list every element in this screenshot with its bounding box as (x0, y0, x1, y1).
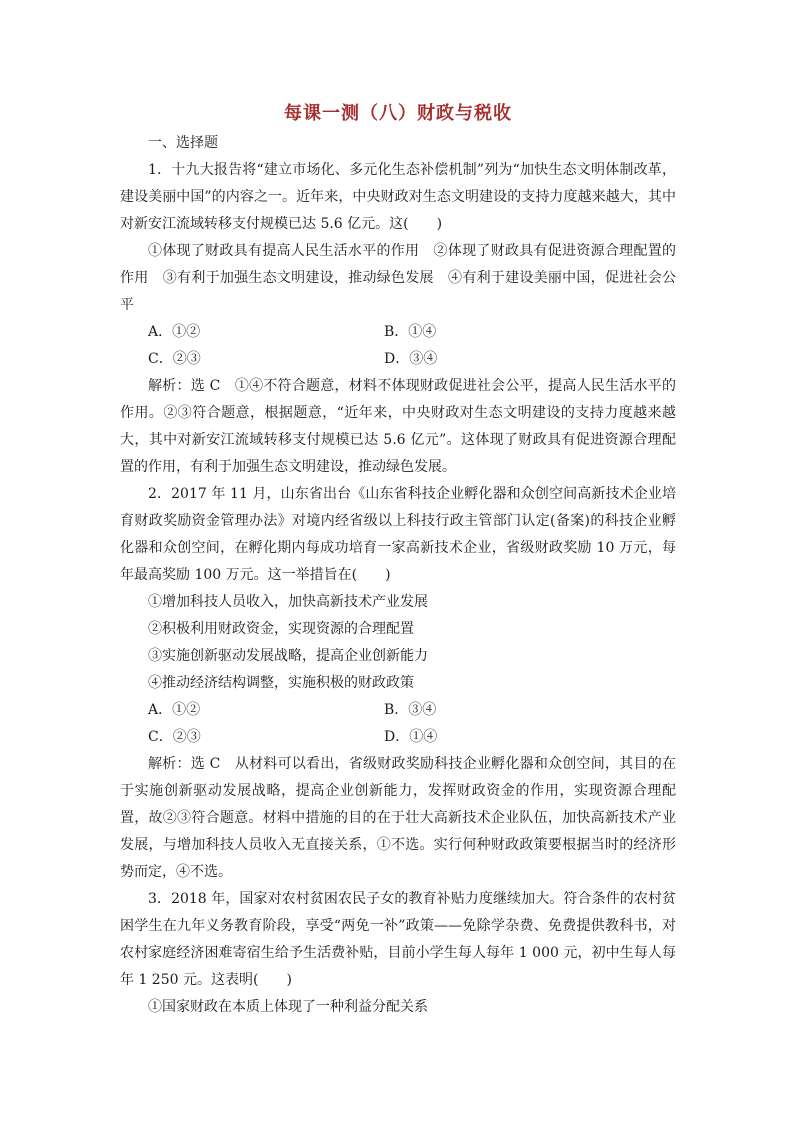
q2-statement-1: ①增加科技人员收入，加快高新技术产业发展 (148, 594, 428, 610)
question-2-choices (120, 697, 676, 751)
question-2-analysis: 解析：选 C 从材料可以看出，省级财政奖励科技企业孵化器和众创空间，其目的在于实施创新驱动发展战略，提高企业创新能力，发挥财政资金的作用，实现资源合理配置，故②③符合题意。材料中措施的目的在于壮大高新技术企业队伍，加快高新技术产业发展，与增加科技人员收入无直接关系，①不选。实行何种财政政策要根据当时的经济形势而定，④不选。 (120, 756, 676, 880)
q2-choice-b: B．③④ (384, 702, 437, 718)
q2-choice-d: D．①④ (384, 729, 438, 745)
q1-choice-a: A．①② (148, 324, 201, 340)
q3-statement-1: ①国家财政在本质上体现了一种利益分配关系 (148, 999, 428, 1015)
q2-choice-a: A．①② (148, 702, 201, 718)
question-1-stem: 1．十九大报告将“建立市场化、多元化生态补偿机制”列为“加快生态文明体制改革，建设美丽中国”的内容之一。近年来，中央财政对生态文明建设的支持力度越来越大，其中对新安江流域转移支付规模已达 5.6 亿元。这( ) (120, 162, 676, 232)
page-title: 每课一测（八）财政与税收 (284, 103, 512, 124)
question-1-analysis: 解析：选 C ①④不符合题意，材料不体现财政促进社会公平，提高人民生活水平的作用。②③符合题意，根据题意，“近年来，中央财政对生态文明建设的支持力度越来越大，其中对新安江流域转移支付规模已达 5.6 亿元”。这体现了财政具有促进资源合理配置的作用，有利于加强生态文明建设，推动绿色发展。 (120, 378, 676, 475)
section-heading: 一、选择题 (148, 135, 218, 151)
q2-statement-3: ③实施创新驱动发展战略，提高企业创新能力 (148, 648, 428, 664)
q1-choice-b: B．①④ (384, 324, 437, 340)
document-page (120, 100, 676, 1021)
q1-choice-c: C．②③ (148, 351, 201, 367)
q2-statement-2: ②积极利用财政资金，实现资源的合理配置 (148, 621, 414, 637)
q2-choice-c: C．②③ (148, 729, 201, 745)
question-3-stem: 3．2018 年，国家对农村贫困农民子女的教育补贴力度继续加大。符合条件的农村贫困学生在九年义务教育阶段，享受“两免一补”政策——免除学杂费、免费提供教科书，对农村家庭经济困难寄宿生给予生活费补贴，目前小学生每人每年 1 000 元，初中生每人每年 1 250 元。这表明( ) (120, 891, 676, 988)
question-1-choices (120, 319, 676, 373)
q2-statement-4: ④推动经济结构调整，实施积极的财政政策 (148, 675, 414, 691)
question-1-statements: ①体现了财政具有提高人民生活水平的作用 ②体现了财政具有促进资源合理配置的作用 ③有利于加强生态文明建设，推动绿色发展 ④有利于建设美丽中国，促进社会公平 (120, 243, 676, 313)
q1-choice-d: D．③④ (384, 351, 438, 367)
question-2-stem: 2．2017 年 11 月，山东省出台《山东省科技企业孵化器和众创空间高新技术企业培育财政奖励资金管理办法》对境内经省级以上科技行政主管部门认定(备案)的科技企业孵化器和众创空间，在孵化期内每成功培育一家高新技术企业，省级财政奖励 10 万元，每年最高奖励 100 万元。这一举措旨在( ) (120, 486, 676, 583)
